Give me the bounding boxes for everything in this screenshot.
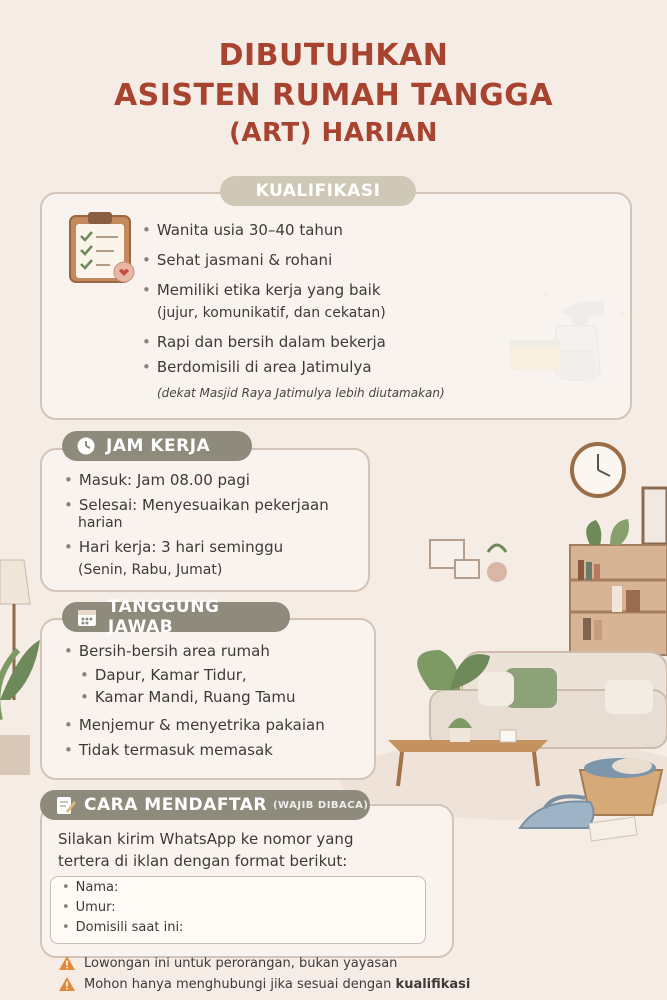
picture-frame	[643, 488, 667, 544]
cara-mendaftar-intro-1: Silakan kirim WhatsApp ke nomor yang	[58, 830, 354, 848]
jam-kerja-heading: JAM KERJA	[62, 431, 252, 461]
cara-mendaftar-intro-2: tertera di iklan dengan format berikut:	[58, 852, 348, 870]
field-domisili: • Domisili saat ini:	[62, 920, 184, 935]
jam-selesai: • Selesai: Menyesuaikan pekerjaan	[64, 496, 329, 514]
tugas-2: • Menjemur & menyetrika pakaian	[64, 716, 325, 734]
kualifikasi-heading: KUALIFIKASI	[220, 176, 416, 206]
kualifikasi-note: (dekat Masjid Raya Jatimulya lebih diutamakan)	[157, 386, 445, 400]
headline-line-2: ASISTEN RUMAH TANGGA	[113, 78, 554, 113]
edit-note-icon	[54, 794, 76, 816]
tugas-1: • Bersih-bersih area rumah	[64, 642, 270, 660]
bookshelf	[570, 545, 667, 655]
potted-plant	[0, 640, 40, 775]
clipboard-icon	[64, 210, 142, 286]
tugas-3: • Tidak termasuk memasak	[64, 741, 273, 759]
kualifikasi-item-1: • Wanita usia 30–40 tahun	[142, 221, 343, 239]
clock-small-icon	[76, 436, 96, 456]
headline-line-1: DIBUTUHKAN	[218, 38, 449, 73]
cara-mendaftar-heading: CARA MENDAFTAR (WAJIB DIBACA)	[40, 790, 370, 820]
field-nama: • Nama:	[62, 880, 119, 895]
field-umur: • Umur:	[62, 900, 116, 915]
kualifikasi-item-3-detail: (jujur, komunikatif, dan cekatan)	[157, 305, 386, 321]
warning-icon	[58, 955, 76, 971]
headline-line-3: (ART) HARIAN	[229, 118, 438, 148]
hari-kerja-detail: (Senin, Rabu, Jumat)	[78, 562, 223, 578]
kualifikasi-item-3: • Memiliki etika kerja yang baik	[142, 281, 381, 299]
vase	[487, 562, 507, 582]
jam-selesai-detail: harian	[78, 515, 123, 531]
hari-kerja: • Hari kerja: 3 hari seminggu	[64, 538, 284, 556]
tugas-1-sub-2: • Kamar Mandi, Ruang Tamu	[80, 688, 296, 706]
kualifikasi-item-5: • Berdomisili di area Jatimulya	[142, 358, 372, 376]
clock-icon	[572, 444, 624, 496]
tanggung-jawab-heading: TANGGUNG JAWAB	[62, 602, 290, 632]
warning-1: Lowongan ini untuk perorangan, bukan yayasan	[58, 955, 397, 971]
warning-2-keyword: kualifikasi	[395, 976, 471, 992]
warning-icon	[58, 976, 76, 992]
tugas-1-sub-1: • Dapur, Kamar Tidur,	[80, 666, 247, 684]
kualifikasi-item-4: • Rapi dan bersih dalam bekerja	[142, 333, 386, 351]
calendar-icon	[76, 606, 98, 628]
kualifikasi-item-2: • Sehat jasmani & rohani	[142, 251, 333, 269]
warning-2: Mohon hanya menghubungi jika sesuai dengan kualifikasi	[58, 976, 470, 992]
jam-masuk: • Masuk: Jam 08.00 pagi	[64, 471, 250, 489]
